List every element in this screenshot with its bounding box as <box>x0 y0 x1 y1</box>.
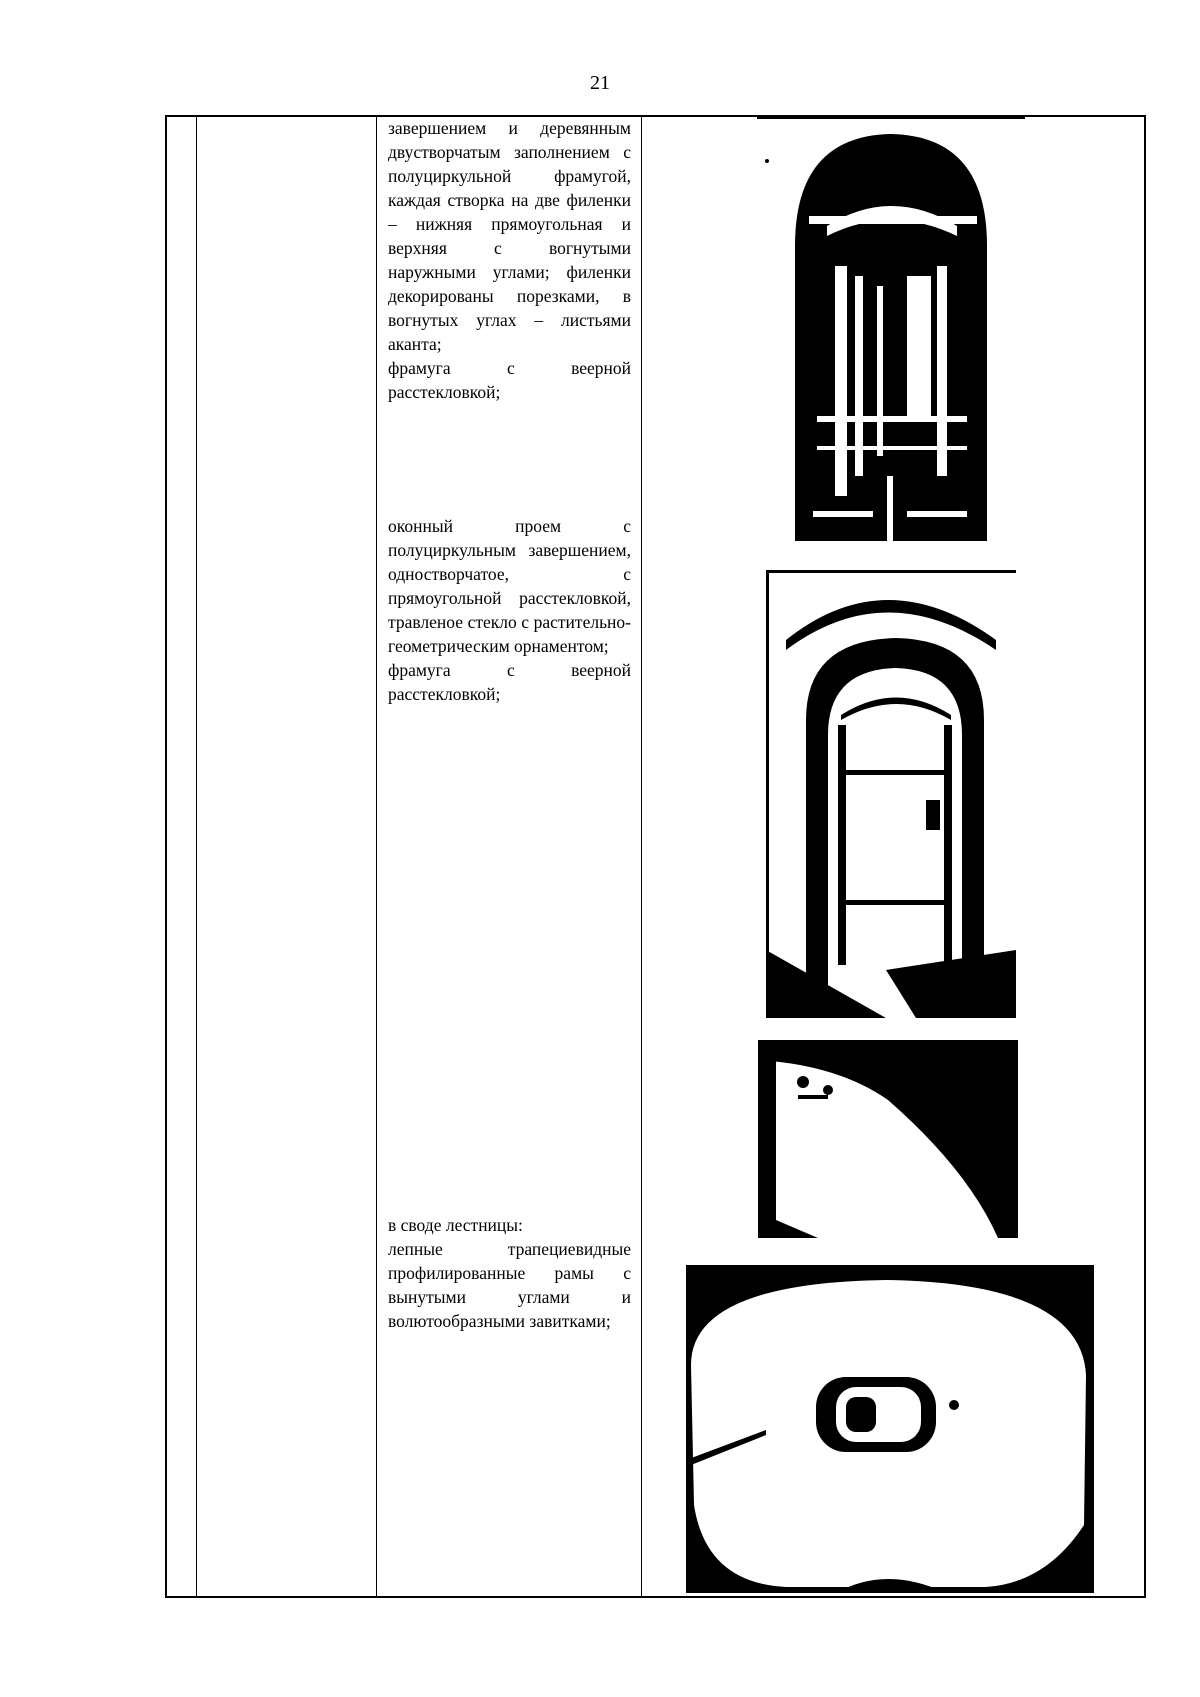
arched-window-photo <box>766 570 1016 1018</box>
arched-double-door-photo <box>757 116 1025 546</box>
column-divider-2 <box>376 115 377 1598</box>
ceiling-frame-photo <box>686 1265 1094 1593</box>
description-window: оконный проем с полуциркульным завершением, одностворчатое, с прямоугольной расстекловкой, травленое стекло с растительно-геометрическим орнаментом; фрамуга с веерной расстекловкой; <box>388 516 631 704</box>
column-divider-3 <box>641 115 642 1598</box>
column-divider-1 <box>196 115 197 1598</box>
description-door: завершением и деревянным двустворчатым заполнением с полуциркульной фрамугой, каждая створка на две филенки – нижняя прямоугольная и верхняя с вогнутыми наружными углами; филенки декорированы порезками, в вогнутых углах – листьями аканта; фрамуга с веерной расстекловкой; <box>388 118 631 402</box>
description-stair-vault-frames: лепные трапециевидные профилированные рамы с вынутыми углами и волютообразными завитками; <box>388 1239 631 1331</box>
description-stair-vault-heading: в своде лестницы: <box>388 1215 523 1235</box>
stair-vault-corner-photo <box>758 1040 1018 1238</box>
page-number: 21 <box>590 72 610 94</box>
